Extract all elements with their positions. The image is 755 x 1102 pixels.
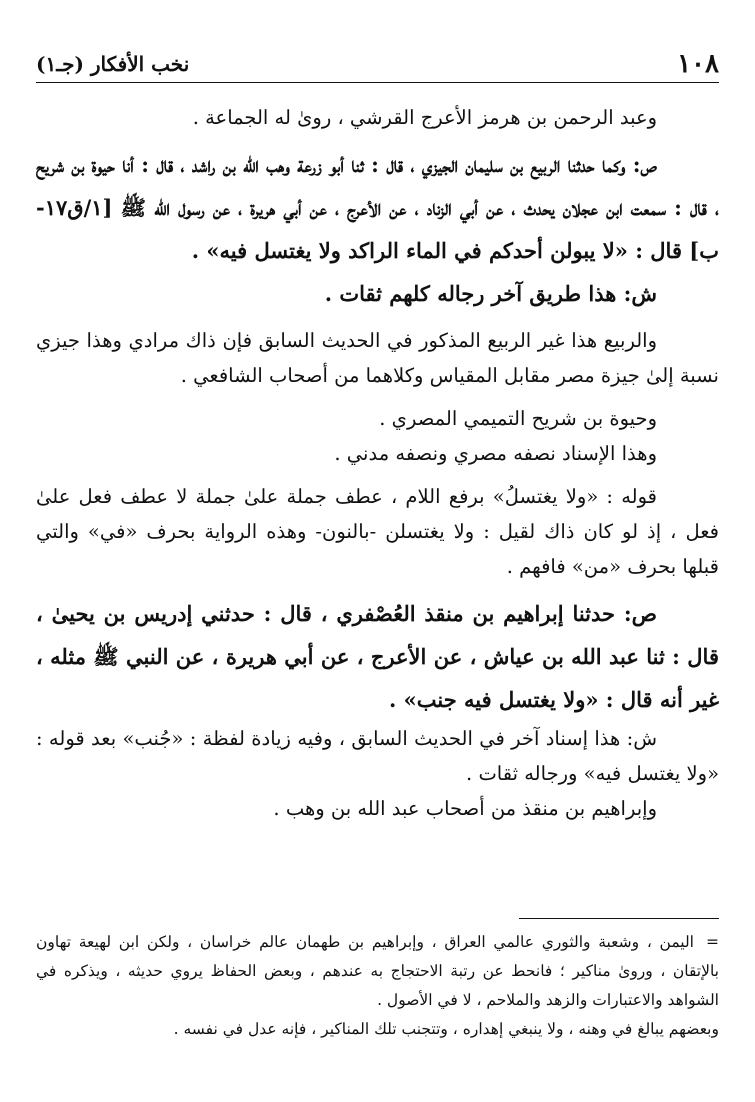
footnote-line [36,1015,719,1044]
footnote-line [36,928,719,1015]
page-header [36,46,719,83]
footnote-text: وبعضهم يبالغ في وهنه ، ولا ينبغي إهداره ، وتتجنب تلك المناكير ، فإنه عدل في نفسه . [173,1020,719,1038]
paragraph-commentary-2: ش: هذا إسناد آخر في الحديث السابق ، وفيه زيادة لفظة : «جُنب» بعد قوله : «ولا يغتسل فيه» ورجاله ثقات . [36,727,719,785]
paragraph-rabi-note: والربيع هذا غير الربيع المذكور في الحديث السابق فإن ذاك مرادي وهذا جيزي نسبة إلىٰ جيزة مصر مقابل المقياس وكلاهما من أصحاب الشافعي . [36,329,719,387]
paragraph-narrator-note: وعبد الرحمن بن هرمز الأعرج القرشي ، روىٰ له الجماعة . [192,106,657,129]
footnotes [36,928,719,1044]
footnote-text: اليمن ، وشعبة والثوري عالمي العراق ، وإبراهيم بن طهمان عالم خراسان ، ولكن ابن لهيعة تهاون بالإتقان ، وروىٰ مناكير ؛ فانحط عن رتبة الاحتجاج به عندهم ، وبعض الحفاظ يروي حديثه ، ويذكره في الشواهد والاعتبارات والزهد والملاحم ، لا في الأصول . [36,933,719,1009]
paragraph-grammar-note: قوله : «ولا يغتسلُ» برفع اللام ، عطف جملة علىٰ جملة لا عطف فعل علىٰ فعل ، إذ لو كان ذاك لقيل : ولا يغتسلن -بالنون- وهذه الرواية بحرف «في» والتي قبلها بحرف «من» فافهم . [36,485,719,578]
main-text [36,100,719,826]
paragraph-hadith-text-2: ص: حدثنا إبراهيم بن منقذ العُصْفري ، قال : حدثني إدريس بن يحيىٰ ، قال : ثنا عبد الله بن عياش ، عن الأعرج ، عن أبي هريرة ، عن النبي ﷺ مثله ، غير أنه قال : «ولا يغتسل فيه جنب» . [36,601,719,712]
footnote-divider [519,918,719,919]
paragraph-ibrahim-note: وإبراهيم بن منقذ من أصحاب عبد الله بن وهب . [273,797,657,820]
page-number: ١٠٨ [677,49,719,79]
running-title: نخب الأفكار (جـ١) [36,52,190,76]
footnote-continuation-marker: = [706,933,719,951]
paragraph-hadith-text-1: ص: وكما حدثنا الربيع بن سليمان الجيزي ، قال : ثنا أبو زرعة وهب الله بن راشد ، قال : أنا حيوة بن شريح ، قال : سمعت ابن عجلان يحدث ، عن أبي الزناد ، عن الأعرج ، عن أبي هريرة ، عن رسول الله ﷺ [١/ق١٧-ب] قال : «لا يبولن أحدكم في الماء الراكد ولا يغتسل فيه» . [36,152,719,263]
paragraph-isnad-note: وهذا الإسناد نصفه مصري ونصفه مدني . [334,442,657,465]
paragraph-haywa-note: وحيوة بن شريح التميمي المصري . [379,407,657,430]
paragraph-commentary-1: ش: هذا طريق آخر رجاله كلهم ثقات . [324,281,657,306]
